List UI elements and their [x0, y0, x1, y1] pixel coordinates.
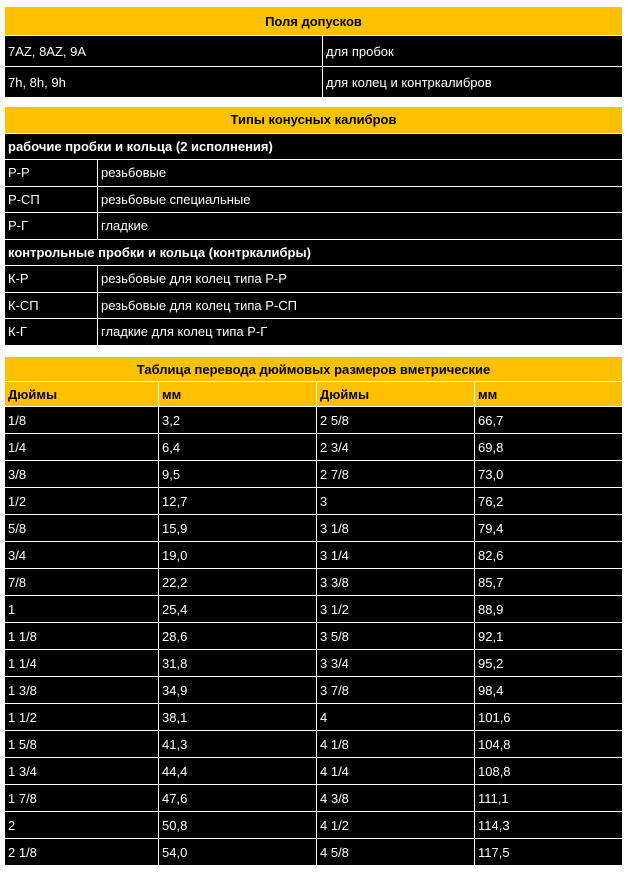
mm-cell: 38,1	[159, 704, 317, 731]
mm-cell: 76,2	[475, 488, 623, 515]
mm-cell: 28,6	[159, 623, 317, 650]
table-row	[5, 186, 623, 213]
table-row	[5, 213, 623, 240]
table-row	[5, 434, 623, 461]
gauge-description: резьбовые для колец типа Р-Р	[98, 266, 623, 293]
mm-cell: 88,9	[475, 596, 623, 623]
mm-cell: 66,7	[475, 407, 623, 434]
mm-cell: 6,4	[159, 434, 317, 461]
inches-cell: 1 1/8	[5, 623, 159, 650]
mm-cell: 44,4	[159, 758, 317, 785]
mm-cell: 82,6	[475, 542, 623, 569]
inches-cell: 1/2	[5, 488, 159, 515]
mm-cell: 41,3	[159, 731, 317, 758]
gauge-code: Р-Г	[5, 213, 98, 240]
gauge-description: гладкие для колец типа Р-Г	[98, 319, 623, 346]
inches-cell: 2 7/8	[317, 461, 475, 488]
table-row	[5, 650, 623, 677]
mm-cell: 15,9	[159, 515, 317, 542]
tolerance-use: для пробок	[323, 36, 623, 67]
inches-cell: 3	[317, 488, 475, 515]
column-header-mm: мм	[475, 382, 623, 407]
mm-cell: 50,8	[159, 812, 317, 839]
table-row	[5, 515, 623, 542]
mm-cell: 98,4	[475, 677, 623, 704]
inches-cell: 3 1/8	[317, 515, 475, 542]
inch-conversion-table	[4, 356, 623, 866]
inches-cell: 3 3/4	[317, 650, 475, 677]
inches-cell: 2 1/8	[5, 839, 159, 866]
inches-cell: 4 5/8	[317, 839, 475, 866]
table-row	[5, 407, 623, 434]
table-row	[5, 542, 623, 569]
inches-cell: 2 5/8	[317, 407, 475, 434]
inches-cell: 3 1/4	[317, 542, 475, 569]
mm-cell: 25,4	[159, 596, 317, 623]
table-row	[5, 623, 623, 650]
cone-gauge-table	[4, 106, 623, 346]
inch-conversion-table-title: Таблица перевода дюймовых размеров вметрические	[5, 357, 623, 382]
mm-cell: 34,9	[159, 677, 317, 704]
table-row	[5, 292, 623, 319]
inches-cell: 4 1/4	[317, 758, 475, 785]
mm-cell: 54,0	[159, 839, 317, 866]
inches-cell: 2	[5, 812, 159, 839]
mm-cell: 22,2	[159, 569, 317, 596]
table-row	[5, 569, 623, 596]
table-row	[5, 461, 623, 488]
gauge-description: резьбовые специальные	[98, 186, 623, 213]
inches-cell: 3/4	[5, 542, 159, 569]
mm-cell: 101,6	[475, 704, 623, 731]
inches-cell: 1/8	[5, 407, 159, 434]
table-row	[5, 812, 623, 839]
group-heading: контрольные пробки и кольца (контркалибры)	[5, 239, 623, 266]
inches-cell: 4	[317, 704, 475, 731]
table-row	[5, 319, 623, 346]
mm-cell: 92,1	[475, 623, 623, 650]
inches-cell: 3 5/8	[317, 623, 475, 650]
table-row	[5, 36, 623, 67]
table-row	[5, 160, 623, 187]
mm-cell: 19,0	[159, 542, 317, 569]
inches-cell: 3 1/2	[317, 596, 475, 623]
table-row	[5, 488, 623, 515]
mm-cell: 69,8	[475, 434, 623, 461]
table-row	[5, 839, 623, 866]
mm-cell: 95,2	[475, 650, 623, 677]
mm-cell: 3,2	[159, 407, 317, 434]
mm-cell: 104,8	[475, 731, 623, 758]
inches-cell: 1 1/4	[5, 650, 159, 677]
inches-cell: 1 3/4	[5, 758, 159, 785]
inches-cell: 1/4	[5, 434, 159, 461]
mm-cell: 47,6	[159, 785, 317, 812]
group-heading: рабочие пробки и кольца (2 исполнения)	[5, 133, 623, 160]
mm-cell: 12,7	[159, 488, 317, 515]
gauge-description: резьбовые	[98, 160, 623, 187]
mm-cell: 117,5	[475, 839, 623, 866]
inches-cell: 5/8	[5, 515, 159, 542]
gauge-description: гладкие	[98, 213, 623, 240]
cone-gauge-table-title: Типы конусных калибров	[5, 107, 623, 134]
tolerance-table	[4, 6, 623, 98]
column-header-inches: Дюймы	[317, 382, 475, 407]
mm-cell: 31,8	[159, 650, 317, 677]
inches-cell: 3 7/8	[317, 677, 475, 704]
inches-cell: 1	[5, 596, 159, 623]
inches-cell: 4 1/2	[317, 812, 475, 839]
gauge-code: К-Г	[5, 319, 98, 346]
inches-cell: 3/8	[5, 461, 159, 488]
tolerance-grades: 7AZ, 8AZ, 9A	[5, 36, 323, 67]
table-row	[5, 677, 623, 704]
tolerance-grades: 7h, 8h, 9h	[5, 67, 323, 98]
inch-conversion-body	[5, 407, 623, 866]
inches-cell: 2 3/4	[317, 434, 475, 461]
gauge-description: резьбовые для колец типа Р-СП	[98, 292, 623, 319]
mm-cell: 79,4	[475, 515, 623, 542]
mm-cell: 85,7	[475, 569, 623, 596]
gauge-code: Р-Р	[5, 160, 98, 187]
table-row	[5, 67, 623, 98]
mm-cell: 73,0	[475, 461, 623, 488]
tolerance-use: для колец и контркалибров	[323, 67, 623, 98]
inches-cell: 3 3/8	[317, 569, 475, 596]
column-header-mm: мм	[159, 382, 317, 407]
mm-cell: 9,5	[159, 461, 317, 488]
table-row	[5, 266, 623, 293]
table-row	[5, 758, 623, 785]
table-row	[5, 731, 623, 758]
mm-cell: 111,1	[475, 785, 623, 812]
inches-cell: 1 5/8	[5, 731, 159, 758]
gauge-code: К-СП	[5, 292, 98, 319]
inches-cell: 4 3/8	[317, 785, 475, 812]
table-row	[5, 704, 623, 731]
gauge-code: К-Р	[5, 266, 98, 293]
inches-cell: 4 1/8	[317, 731, 475, 758]
table-row	[5, 785, 623, 812]
column-header-inches: Дюймы	[5, 382, 159, 407]
table-row	[5, 596, 623, 623]
inches-cell: 1 1/2	[5, 704, 159, 731]
inches-cell: 1 7/8	[5, 785, 159, 812]
tolerance-table-title: Поля допусков	[5, 7, 623, 36]
mm-cell: 108,8	[475, 758, 623, 785]
mm-cell: 114,3	[475, 812, 623, 839]
inches-cell: 1 3/8	[5, 677, 159, 704]
inches-cell: 7/8	[5, 569, 159, 596]
gauge-code: Р-СП	[5, 186, 98, 213]
